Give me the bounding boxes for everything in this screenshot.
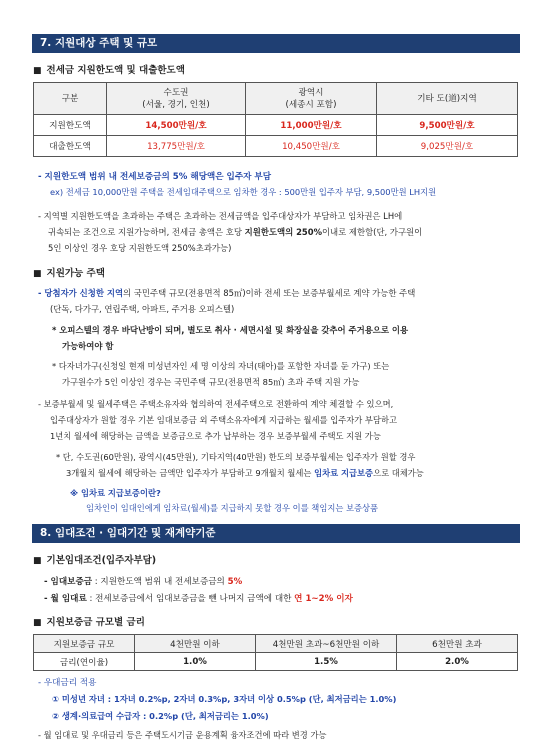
table-row: 지원한도액 14,500만원/호 11,000만원/호 9,500만원/호	[34, 115, 518, 136]
guarantee-desc: 임차인이 임대인에게 임차료(월세)를 지급하지 못할 경우 이를 책임지는 보증상품	[86, 503, 379, 513]
preferential-rate-1: ① 미성년 자녀 : 1자녀 0.2%p, 2자녀 0.3%p, 3자녀 이상 0.5%p (단, 최저금리는 1.0%)	[52, 694, 397, 704]
subheading-interest-rates: ■ 지원보증금 규모별 금리	[33, 614, 145, 628]
section-7-title: 7. 지원대상 주택 및 규모	[32, 34, 520, 53]
note-5-percent: - 지원한도액 범위 내 전세보증금의 5% 해당액은 입주자 부담	[38, 172, 272, 182]
guarantee-title: ※ 임차료 지급보증이란?	[70, 488, 161, 498]
interest-rate-table	[33, 634, 518, 671]
multichild-note-1: * 다자녀가구(신청일 현재 미성년자인 세 명 이상의 자녀(태아)를 포함한 자녀를 둔 가구) 또는	[52, 361, 390, 371]
subheading-basic-conditions: ■ 기본임대조건(입주자부담)	[33, 552, 156, 566]
subheading-eligible-housing: ■ 지원가능 주택	[33, 265, 105, 279]
note-example: ex) 전세금 10,000만원 주택을 전세임대주택으로 임차한 경우 : 500만원 입주자 부담, 9,500만원 LH지원	[50, 187, 437, 197]
monthly-rent-3: 1년치 월세에 해당하는 금액을 보증금으로 추가 납부하는 경우 보증부월세 주택도 지원 가능	[50, 431, 381, 441]
monthly-rent-2: 입주대상자가 원할 경우 기본 임대보증금 외 주택소유자에게 지급하는 월세를 입주자가 부담하고	[50, 415, 397, 425]
monthly-rent-line: - 월 임대료 : 전세보증금에서 임대보증금을 뺀 나머지 금액에 대한 연 1~2% 이자	[44, 594, 353, 604]
deposit-line: - 임대보증금 : 지원한도액 범위 내 전세보증금의 5%	[44, 577, 243, 587]
change-notice: - 월 임대료 및 우대금리 등은 주택도시기금 운용계획 융자조건에 따라 변경 가능	[38, 730, 327, 740]
rent-limit-2: 3개월치 월세에 해당하는 금액만 입주자가 부담하고 9개월치 월세는 임차료 지급보증으로 대체가능	[66, 468, 424, 478]
col-header-over-60m: 6천만원 초과	[397, 635, 518, 653]
officetel-note-1: * 오피스텔의 경우 바닥난방이 되며, 별도로 취사 · 세면시설 및 화장실을 갖추어 주거용으로 이용	[52, 325, 409, 335]
officetel-note-2: 가능하여야 함	[62, 341, 114, 351]
section-8-title: 8. 임대조건 · 임대기간 및 재계약기준	[32, 524, 520, 543]
col-header-capital: 수도권 (서울, 경기, 인천)	[107, 83, 246, 115]
table-row: 대출한도액 13,775만원/호 10,450만원/호 9,025만원/호	[34, 136, 518, 157]
rent-limit-1: * 단, 수도권(60만원), 광역시(45만원), 기타지역(40만원) 한도의 보증부월세는 입주자가 원할 경우	[56, 452, 416, 462]
col-header-metro: 광역시 (세종시 포함)	[246, 83, 377, 115]
support-limit-table	[33, 82, 518, 157]
col-header-deposit-size: 지원보증금 규모	[34, 635, 135, 653]
note-excess-1: - 지역별 지원한도액을 초과하는 주택은 초과하는 전세금액을 입주대상자가 부담하고 임차권은 LH에	[38, 211, 403, 221]
col-header-type: 구분	[34, 83, 107, 115]
multichild-note-2: 가구원수가 5인 이상인 경우는 국민주택 규모(전용면적 85㎡) 초과 주택 지원 가능	[62, 377, 360, 387]
col-header-40-60m: 4천만원 초과~6천만원 이하	[256, 635, 397, 653]
preferential-rate-title: - 우대금리 적용	[38, 678, 97, 688]
eligible-line-2: (단독, 다가구, 연립주택, 아파트, 주거용 오피스텔)	[50, 304, 235, 314]
subheading-support-limit: ■ 전세금 지원한도액 및 대출한도액	[33, 62, 185, 76]
col-header-under-40m: 4천만원 이하	[135, 635, 256, 653]
monthly-rent-1: - 보증부월세 및 월세주택은 주택소유자와 협의하여 전세주택으로 전환하여 계약 체결할 수 있으며,	[38, 399, 394, 409]
note-excess-2: 귀속되는 조건으로 지원가능하며, 전세금 총액은 호당 지원한도액의 250%이내로 제한함(단, 가구원이	[48, 227, 423, 237]
note-excess-3: 5인 이상인 경우 호당 지원한도액 250%초과가능)	[48, 243, 232, 253]
col-header-other: 기타 도(道)지역	[377, 83, 518, 115]
eligible-line-1: - 당첨자가 신청한 지역의 국민주택 규모(전용면적 85㎡)이하 전세 또는 보증부월세로 계약 가능한 주택	[38, 288, 416, 298]
table-row: 금리(연이율) 1.0% 1.5% 2.0%	[34, 653, 518, 671]
preferential-rate-2: ② 생계·의료급여 수급자 : 0.2%p (단, 최저금리는 1.0%)	[52, 711, 269, 721]
